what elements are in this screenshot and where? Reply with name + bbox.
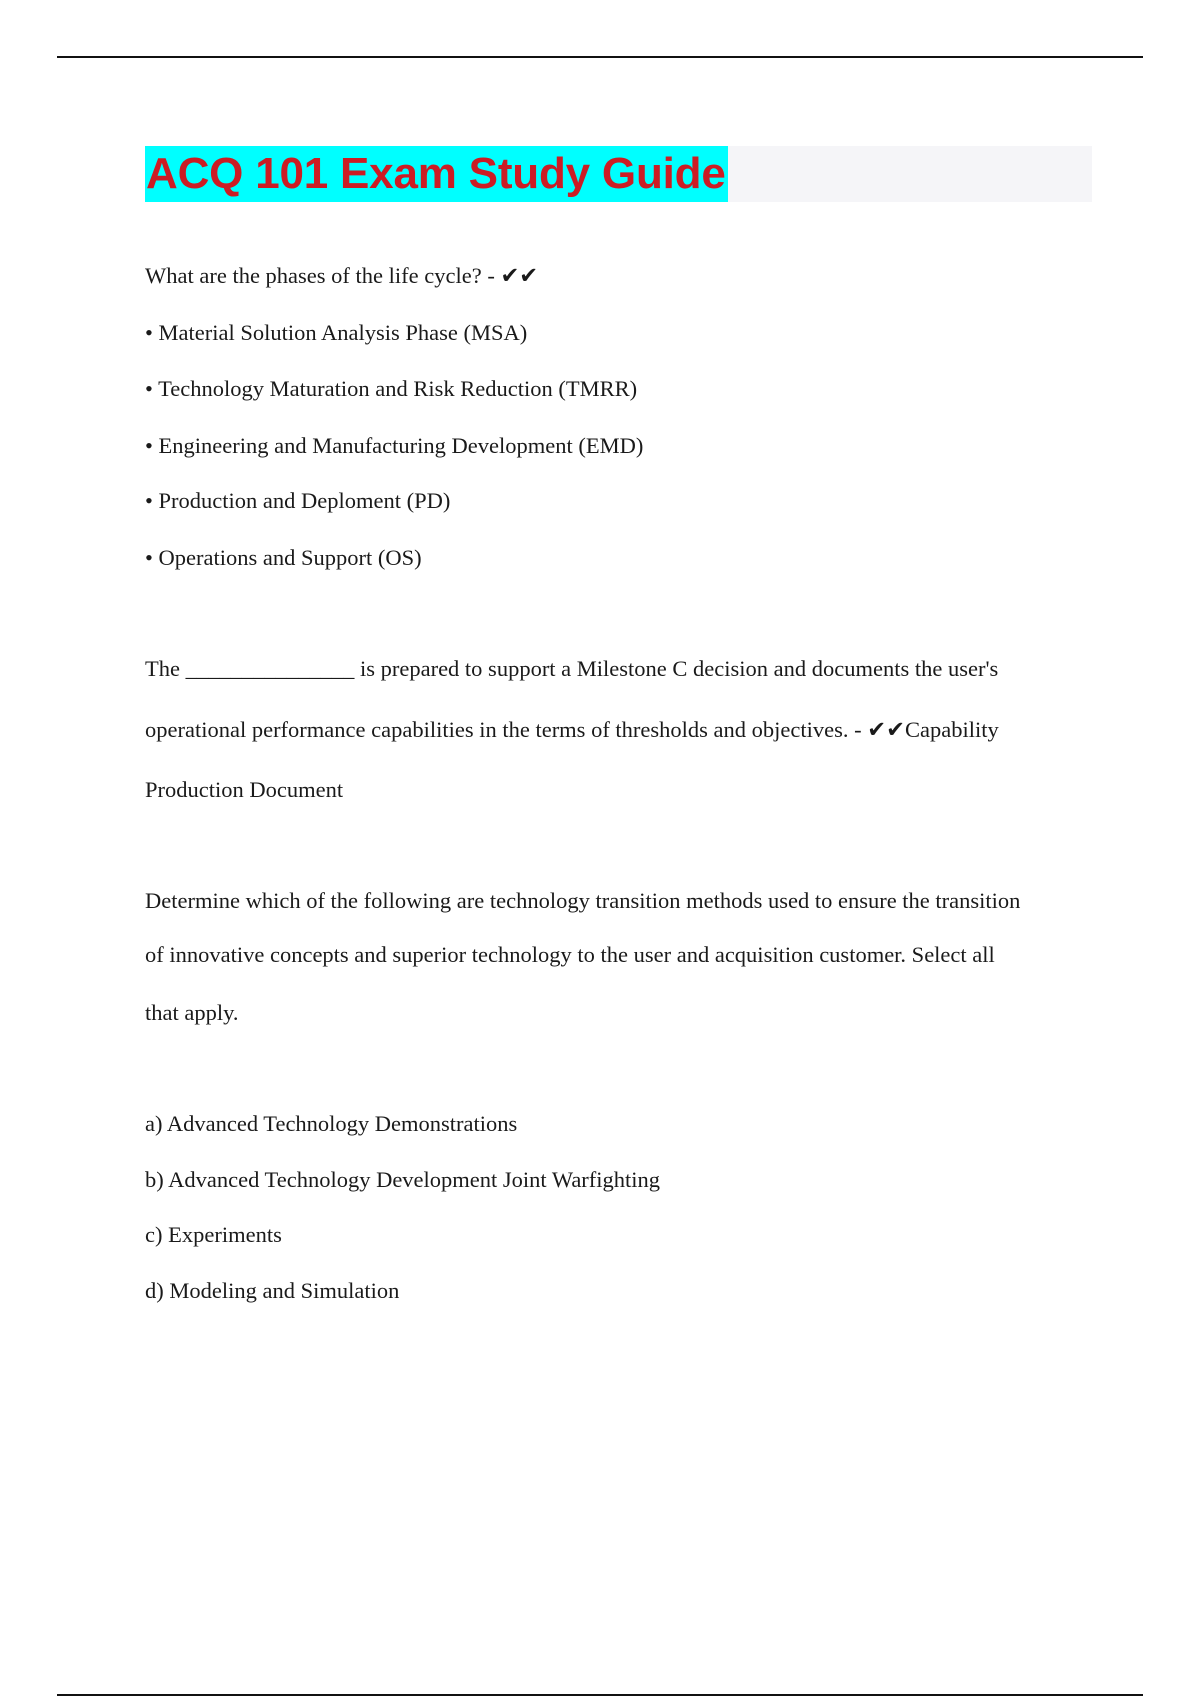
option-item: c) Experiments [145, 1222, 282, 1247]
question-2-line: The _______________ is prepared to support a Milestone C decision and documents the user's [145, 656, 999, 681]
question-3-line: Determine which of the following are technology transition methods used to ensure the transition [145, 888, 1021, 913]
question-1: What are the phases of the life cycle? - ✔✔ [145, 263, 539, 288]
page-title: ACQ 101 Exam Study Guide [145, 146, 728, 202]
option-item: d) Modeling and Simulation [145, 1278, 400, 1303]
question-2-line: Production Document [145, 777, 344, 802]
answer-1-item: • Technology Maturation and Risk Reduction (TMRR) [145, 376, 638, 401]
answer-1-item: • Material Solution Analysis Phase (MSA) [145, 320, 528, 345]
option-item: b) Advanced Technology Development Joint Warfighting [145, 1167, 661, 1192]
answer-1-item: • Engineering and Manufacturing Development (EMD) [145, 433, 644, 458]
top-rule [57, 56, 1143, 58]
question-3-line: of innovative concepts and superior technology to the user and acquisition customer. Select all [145, 942, 995, 967]
question-3-line: that apply. [145, 1000, 239, 1025]
option-item: a) Advanced Technology Demonstrations [145, 1111, 518, 1136]
answer-1-item: • Production and Deploment (PD) [145, 488, 451, 513]
bottom-rule [57, 1694, 1143, 1696]
answer-1-item: • Operations and Support (OS) [145, 545, 422, 570]
question-2-line: operational performance capabilities in the terms of thresholds and objectives. - ✔✔Capability [145, 717, 999, 742]
